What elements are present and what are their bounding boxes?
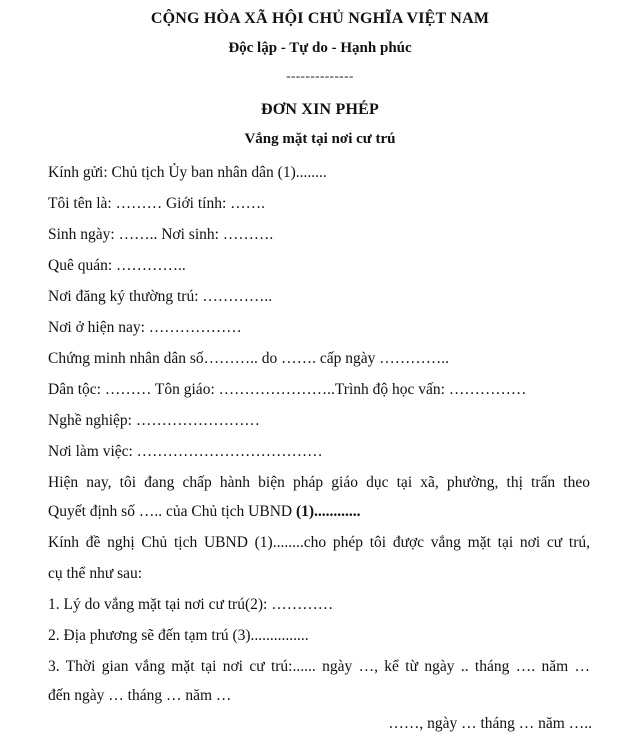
duration-line-2: đến ngày … tháng … năm … (48, 687, 232, 704)
request-line-2: cụ thể như sau: (48, 565, 143, 582)
header-separator: -------------- (286, 68, 354, 83)
request-line-1: Kính đề nghị Chủ tịch UBND (1)........cho phép tôi được vắng mặt tại nơi cư trú, (48, 534, 590, 551)
date-place-line: ……, ngày … tháng … năm ….. (388, 715, 592, 732)
name-gender-line: Tôi tên là: ……… Giới tính: ……. (48, 195, 265, 212)
decision-line (48, 502, 361, 522)
workplace-line: Nơi làm việc: ……………………………… (48, 443, 323, 460)
current-residence-line: Nơi ở hiện nay: ……………… (48, 319, 242, 336)
id-card-line: Chứng minh nhân dân số……….. do ……. cấp ngày ………….. (48, 350, 450, 367)
motto: Độc lập - Tự do - Hạnh phúc (228, 40, 412, 56)
addressee-line: Kính gửi: Chủ tịch Ủy ban nhân dân (1)........ (48, 164, 327, 181)
temp-destination-line: 2. Địa phương sẽ đến tạm trú (3)............... (48, 627, 309, 644)
national-title: CỘNG HÒA XÃ HỘI CHỦ NGHĨA VIỆT NAM (150, 10, 490, 27)
permanent-residence-line: Nơi đăng ký thường trú: ………….. (48, 288, 273, 305)
form-title: ĐƠN XIN PHÉP (261, 101, 379, 118)
ethnicity-religion-education-line: Dân tộc: ……… Tôn giáo: …………………..Trình độ học vấn: …………… (48, 381, 527, 398)
form-subtitle: Vắng mặt tại nơi cư trú (244, 131, 396, 147)
hometown-line: Quê quán: ………….. (48, 257, 186, 274)
duration-line-1: 3. Thời gian vắng mặt tại nơi cư trú:...... ngày …, kể từ ngày .. tháng …. năm … (48, 658, 590, 675)
reason-line: 1. Lý do vắng mặt tại nơi cư trú(2): ………… (48, 596, 334, 613)
occupation-line: Nghề nghiệp: …………………… (48, 412, 260, 429)
decision-suffix: (1)............ (295, 503, 361, 520)
birth-line: Sinh ngày: …….. Nơi sinh: ………. (48, 226, 274, 243)
decision-prefix: Quyết định số ….. của Chủ tịch UBND (48, 503, 296, 520)
education-measure-line: Hiện nay, tôi đang chấp hành biện pháp giáo dục tại xã, phường, thị trấn theo (48, 474, 590, 491)
